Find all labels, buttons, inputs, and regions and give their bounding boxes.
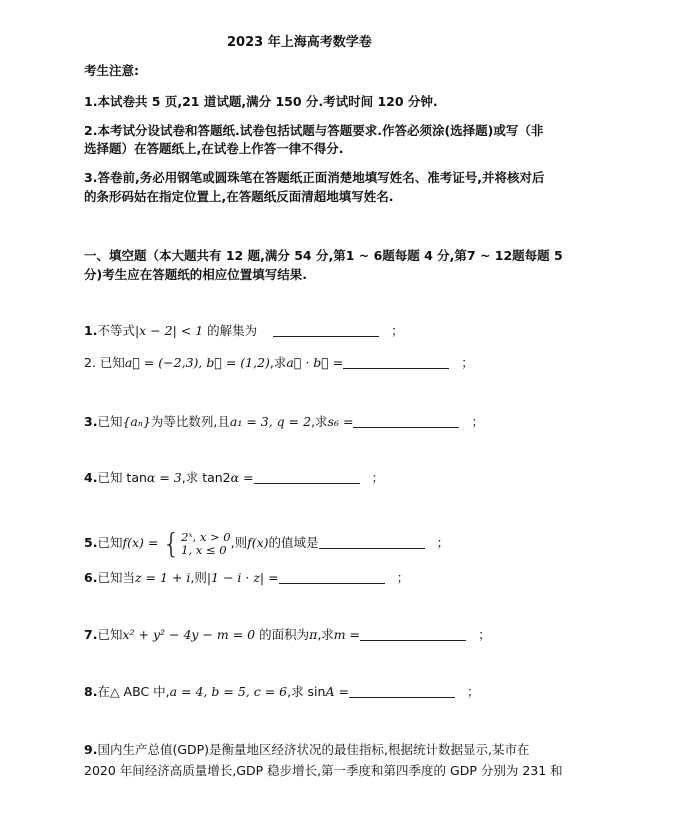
answer-blank[interactable] xyxy=(360,627,466,641)
question-3 xyxy=(84,413,484,431)
punct: ； xyxy=(461,355,474,370)
question-text: 已知 xyxy=(97,414,123,429)
math: s₆ xyxy=(327,414,339,429)
answer-blank[interactable] xyxy=(353,414,459,428)
question-text: 在△ ABC 中, xyxy=(97,684,170,699)
math: |1 − i · z| xyxy=(206,570,265,585)
question-text: ,则 xyxy=(230,535,248,550)
answer-blank[interactable] xyxy=(254,470,360,484)
question-text: 已知当 xyxy=(97,570,135,585)
question-text: = xyxy=(334,684,349,699)
question-8 xyxy=(84,683,479,701)
answer-blank[interactable] xyxy=(319,535,425,549)
notice-item-3-line1: 3.答卷前,务必用钢笔或圆珠笔在答题纸正面消楚地填写姓名、准考证号,并将核对后 xyxy=(84,170,545,185)
question-number: 3. xyxy=(84,414,98,429)
question-4 xyxy=(84,469,384,487)
notice-heading: 考生注意: xyxy=(84,63,139,78)
punct: ； xyxy=(471,414,484,429)
question-text: = xyxy=(239,470,254,485)
math: α = 3 xyxy=(146,470,182,485)
notice-item-1: 1.本试卷共 5 页,21 道试题,满分 150 分.考试时间 120 分钟. xyxy=(84,94,438,109)
answer-blank[interactable] xyxy=(343,355,449,369)
math: α xyxy=(230,470,240,485)
math: π xyxy=(309,627,318,642)
math: a₁ = 3, q = 2 xyxy=(229,414,312,429)
question-text: ,求 tan2 xyxy=(181,470,231,485)
answer-blank[interactable] xyxy=(279,570,385,584)
math: a⃗ = (−2,3), b⃗ = (1,2) xyxy=(124,355,270,370)
question-text: 为等比数列,且 xyxy=(150,414,230,429)
notice-item-2-line1: 2.本考试分设试卷和答题纸.试卷包括试题与答题要求.作答必须涂(选择题)或写（非 xyxy=(84,123,544,138)
punct: ； xyxy=(436,535,450,550)
question-text: ,求 xyxy=(317,627,334,642)
question-number: 5. xyxy=(84,535,98,550)
math: a⃗ · b⃗ xyxy=(286,355,329,370)
brace-icon: { xyxy=(162,526,181,560)
question-text: = xyxy=(328,355,344,370)
question-text: 已知 xyxy=(97,627,123,642)
math: f(x) = xyxy=(122,535,163,550)
question-text: ,则 xyxy=(190,570,207,585)
question-9-line1 xyxy=(84,741,530,759)
punct: ； xyxy=(396,570,410,585)
answer-blank[interactable] xyxy=(349,684,455,698)
question-text: 不等式 xyxy=(97,323,135,338)
question-text: ,求 sin xyxy=(287,684,326,699)
math: x² + y² − 4y − m = 0 xyxy=(122,627,256,642)
question-number: 7. xyxy=(84,627,98,642)
question-text: = xyxy=(338,414,354,429)
question-text: 已知 tan xyxy=(97,470,147,485)
math: a = 4, b = 5, c = 6 xyxy=(169,684,288,699)
question-text: = xyxy=(345,627,361,642)
question-text: = xyxy=(264,570,279,585)
case: 2ˣ, x > 0 xyxy=(181,529,231,544)
question-text: 已知 xyxy=(95,355,125,370)
notice-item-2-line2: 选择题）在答题纸上,在试卷上作答一律不得分. xyxy=(84,141,344,156)
notice-item-3-line2: 的条形码姑在指定位置上,在答题纸反面清超地填写姓名. xyxy=(84,189,394,204)
math: z = 1 + i xyxy=(134,570,191,585)
question-2 xyxy=(84,354,474,372)
question-text: 的面积为 xyxy=(255,627,310,642)
document-title: 2023 年上海高考数学卷 xyxy=(227,35,372,50)
question-number: 9. xyxy=(84,742,98,757)
math: |x − 2| < 1 xyxy=(134,323,204,338)
punct: ； xyxy=(466,684,480,699)
math: m xyxy=(333,627,346,642)
question-9-line2: 2020 年间经济高质量增长,GDP 稳步增长,第一季度和第四季度的 GDP 分别为 231 和 xyxy=(84,763,563,778)
question-5 xyxy=(84,527,449,559)
question-6 xyxy=(84,569,409,587)
question-number: 4. xyxy=(84,470,98,485)
question-number: 2. xyxy=(84,355,96,370)
question-number: 8. xyxy=(84,684,98,699)
answer-blank[interactable] xyxy=(273,323,379,337)
question-number: 6. xyxy=(84,570,98,585)
math: A xyxy=(325,684,335,699)
question-text: 国内生产总值(GDP)是衡量地区经济状况的最佳指标,根据统计数据显示,某市在 xyxy=(97,742,530,757)
math: f(x) xyxy=(247,535,269,550)
section-heading-line2: 分)考生应在答题纸的相应位置填写结果. xyxy=(84,267,307,282)
case: 1, x ≤ 0 xyxy=(181,542,227,557)
punct: ； xyxy=(478,627,491,642)
question-text: 的解集为 xyxy=(203,323,258,338)
question-1 xyxy=(84,322,404,340)
section-heading-line1: 一、填空题（本大题共有 12 题,满分 54 分,第1 ~ 6题每题 4 分,第7 ~ 12题每题 5 xyxy=(84,248,563,263)
question-7 xyxy=(84,626,491,644)
punct: ； xyxy=(391,323,404,338)
punct: ； xyxy=(371,470,385,485)
question-text: 已知 xyxy=(97,535,123,550)
question-text: 的值域是 xyxy=(268,535,319,550)
question-number: 1. xyxy=(84,323,98,338)
math: {aₙ} xyxy=(122,414,151,429)
piecewise xyxy=(162,526,231,560)
question-text: ,求 xyxy=(269,355,287,370)
question-text: ,求 xyxy=(311,414,328,429)
